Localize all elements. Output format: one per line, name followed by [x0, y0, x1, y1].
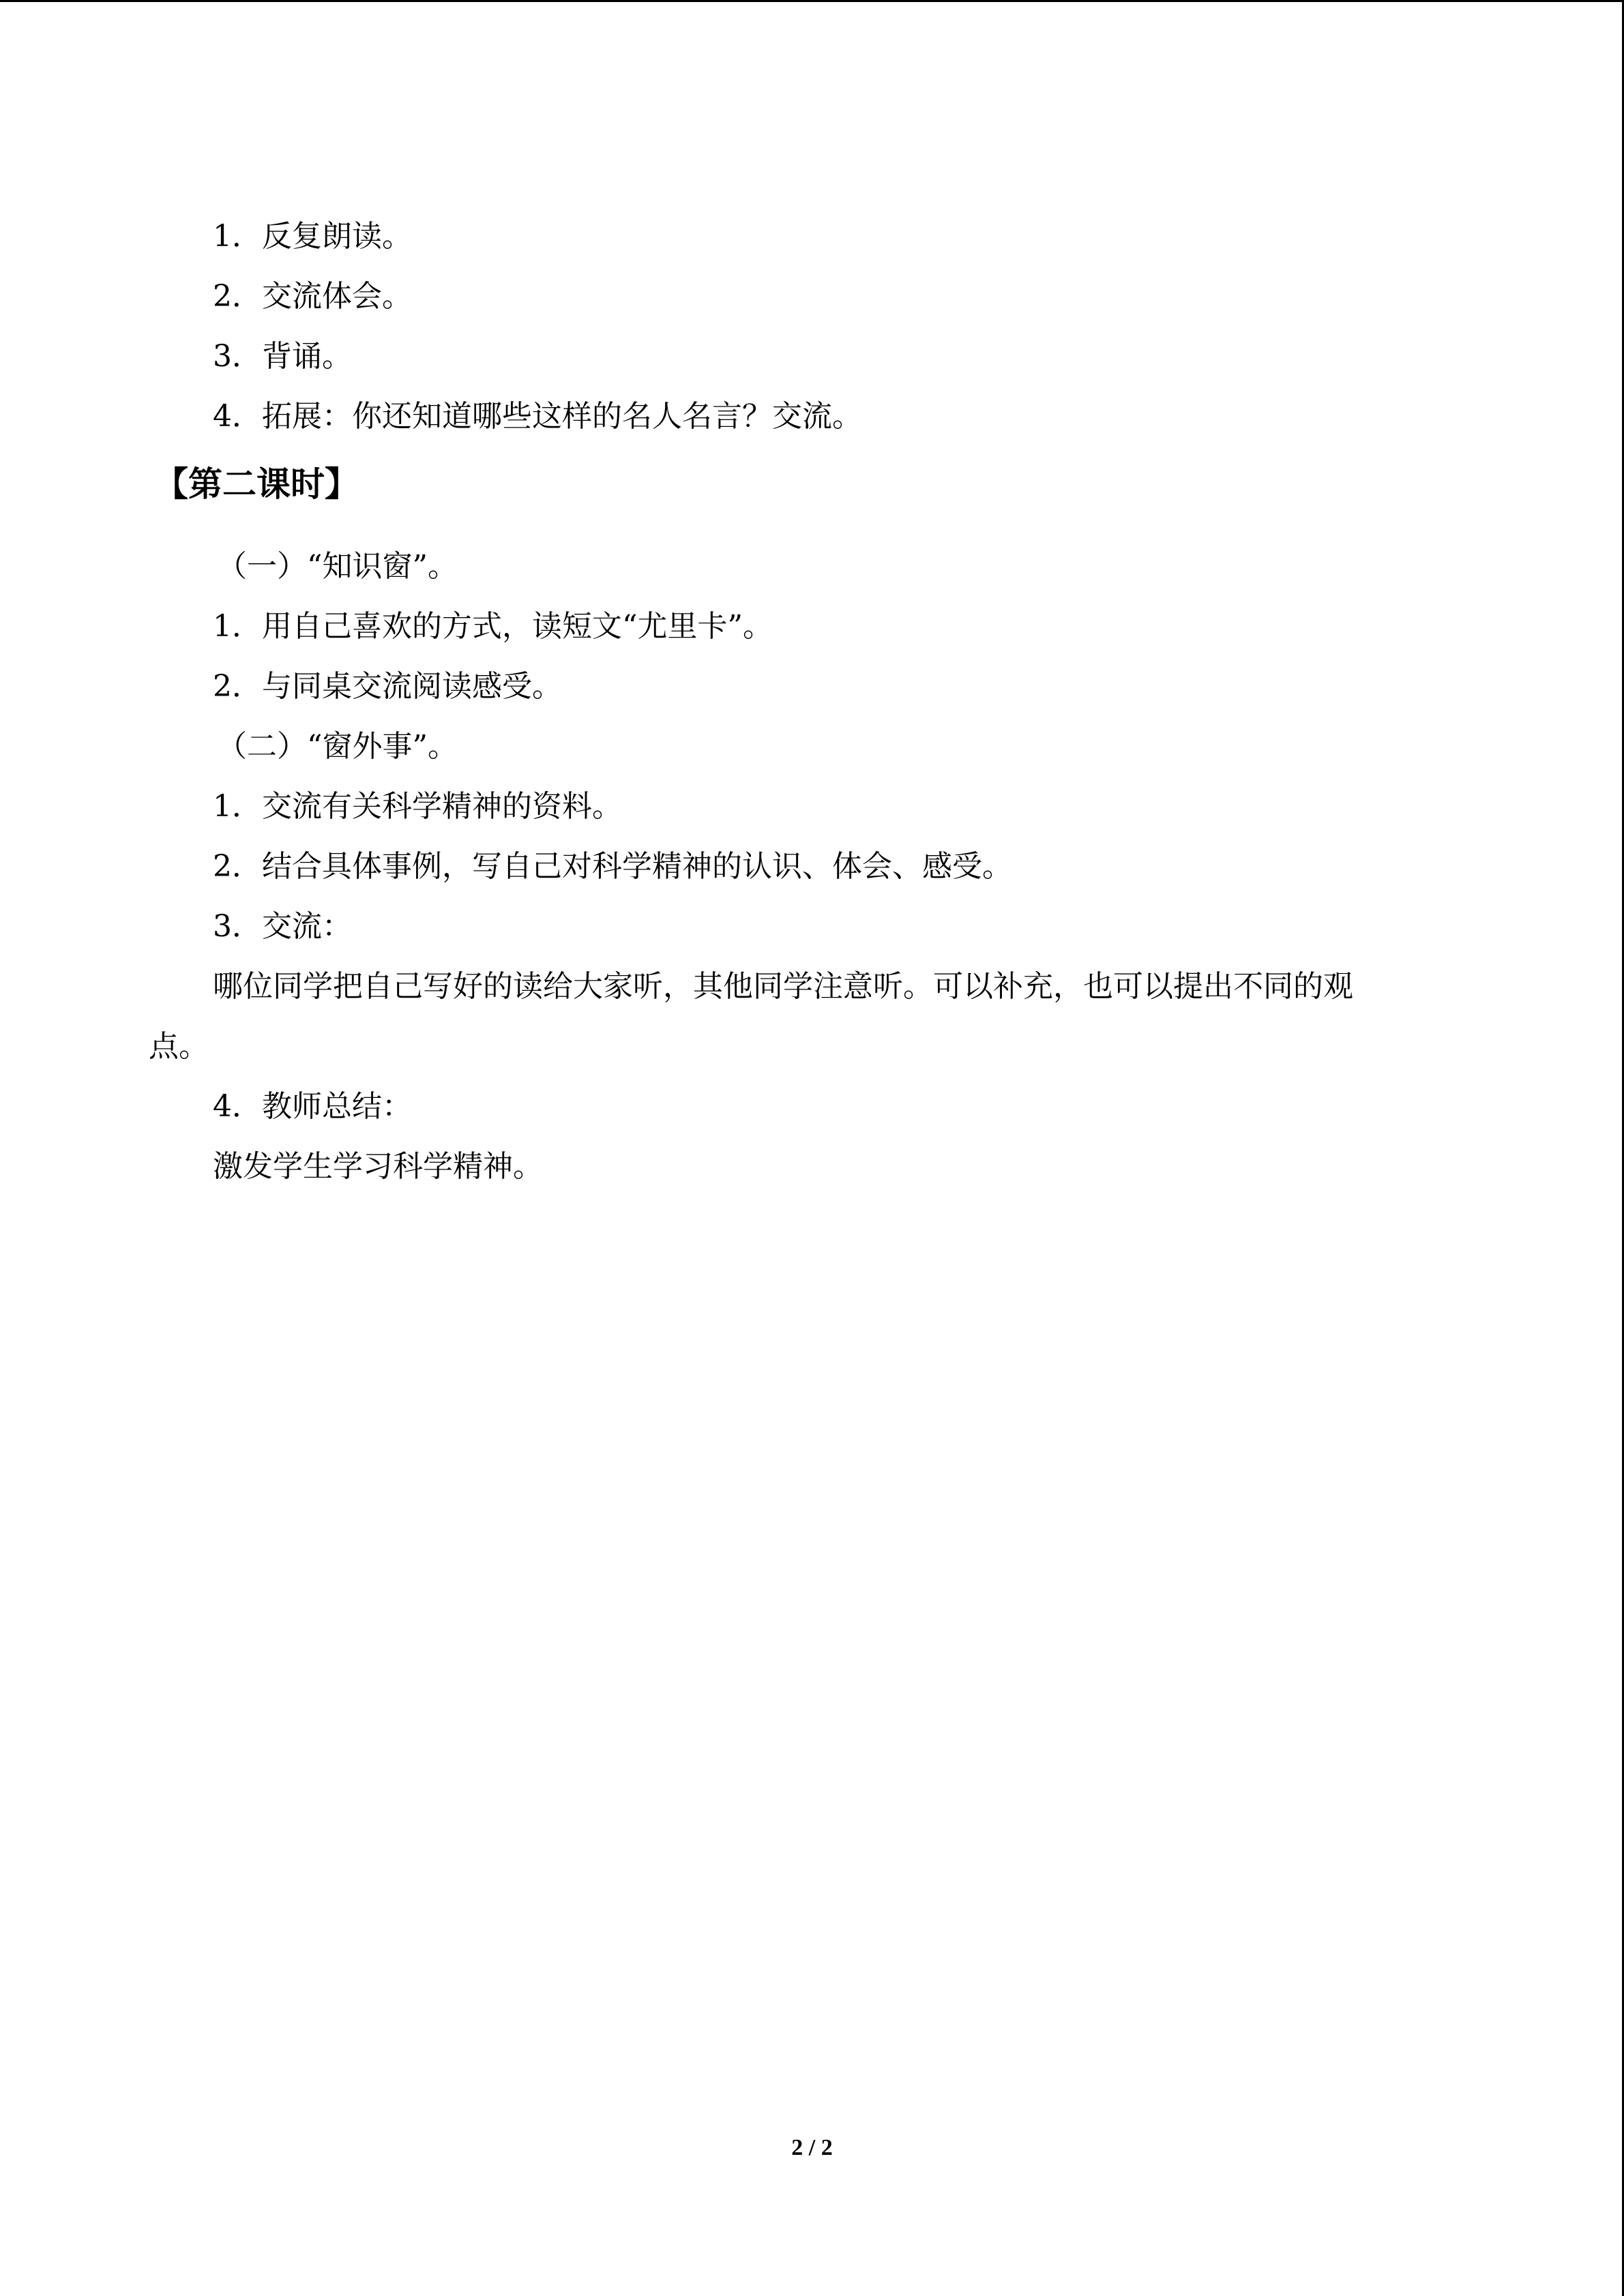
list-item: 4．拓展：你还知道哪些这样的名人名言？交流。: [213, 399, 862, 434]
list-item: 3．背诵。: [213, 339, 352, 374]
paragraph-line: 哪位同学把自己写好的读给大家听，其他同学注意听。可以补充，也可以提出不同的观: [213, 969, 1353, 1004]
list-item: 2．结合具体事例，写自己对科学精神的认识、体会、感受。: [213, 849, 1012, 884]
list-item: 1．交流有关科学精神的资料。: [213, 789, 622, 824]
list-item: 3．交流：: [213, 909, 352, 944]
subsection-title: （一）“知识窗”。: [217, 549, 458, 584]
page-number: 2 / 2: [791, 2135, 833, 2160]
paragraph-line: 激发学生学习科学精神。: [213, 1149, 543, 1184]
list-item: 1．用自己喜欢的方式，读短文“尤里卡”。: [213, 609, 773, 644]
list-item: 2．与同桌交流阅读感受。: [213, 669, 562, 704]
section-heading: 【第二课时】: [154, 464, 359, 504]
list-item: 2．交流体会。: [213, 279, 412, 314]
list-item: 1．反复朗读。: [213, 219, 412, 254]
subsection-title: （二）“窗外事”。: [217, 729, 458, 764]
list-item: 4．教师总结：: [213, 1089, 412, 1124]
paragraph-line: 点。: [149, 1029, 209, 1064]
